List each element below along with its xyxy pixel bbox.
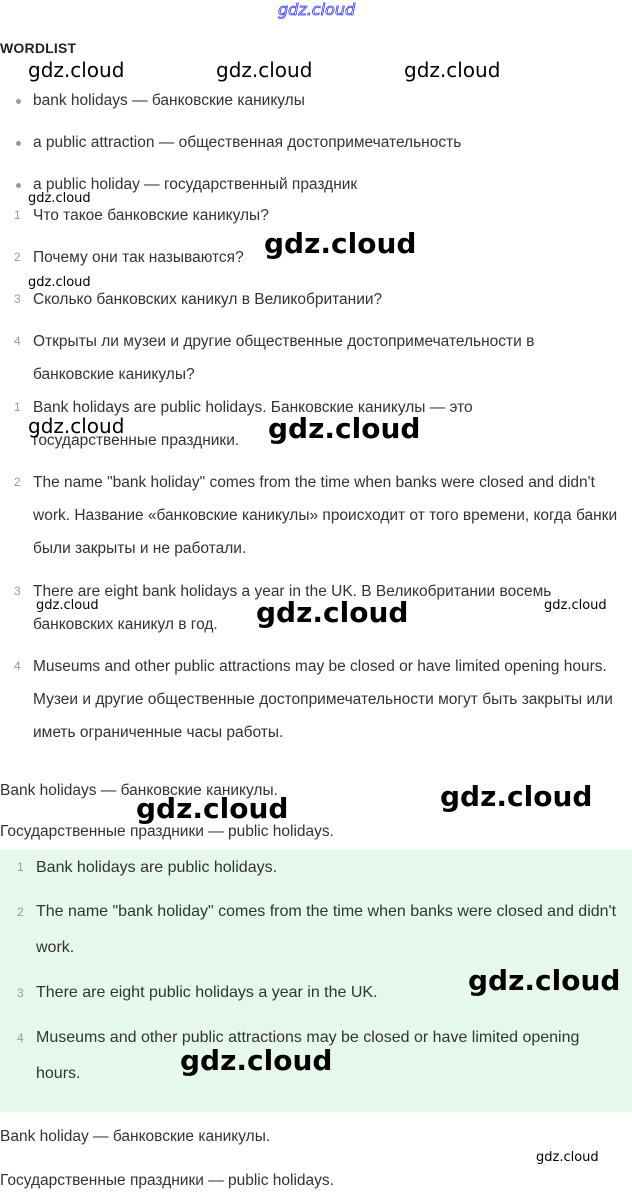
- question-text: Что такое банковские каникулы?: [33, 207, 269, 224]
- wordlist-item: a public attraction — общественная достопримечательность: [33, 134, 462, 151]
- watermark-logo: gdz.cloud: [36, 598, 99, 613]
- watermark-logo: gdz.cloud: [268, 412, 421, 445]
- wordlist-title: WORDLIST: [0, 40, 77, 56]
- note-line: Bank holiday — банковские каникулы.: [0, 1128, 271, 1145]
- question-text: Сколько банковских каникул в Великобритании?: [33, 291, 383, 308]
- wordlist-item: bank holidays — банковские каникулы: [33, 92, 305, 109]
- panel-text: There are eight public holidays a year in the UK.: [36, 984, 378, 1001]
- bullet-icon: [16, 141, 21, 146]
- answer-text: Bank holidays are public holidays. Банковские каникулы — это государственные праздники.: [33, 399, 473, 449]
- watermark-logo: gdz.cloud: [180, 1044, 333, 1077]
- question-text: Открыты ли музеи и другие общественные достопримечательности в банковские каникулы?: [33, 333, 535, 383]
- note-line: Bank holidays — банковские каникулы.: [0, 782, 278, 799]
- question-number: 2: [14, 250, 21, 264]
- answer-number: 3: [14, 584, 21, 598]
- watermark-logo: gdz.cloud: [136, 792, 289, 825]
- note-line: Государственные праздники — public holidays.: [0, 823, 334, 840]
- question-number: 4: [14, 334, 21, 348]
- question-text: Почему они так называются?: [33, 249, 244, 266]
- watermark-logo: gdz.cloud: [536, 1150, 599, 1165]
- panel-text: Bank holidays are public holidays.: [36, 859, 278, 876]
- bullet-icon: [16, 183, 21, 188]
- watermark-logo: gdz.cloud: [278, 0, 356, 19]
- answer-number: 2: [14, 475, 21, 489]
- watermark-logo: gdz.cloud: [404, 58, 501, 82]
- answer-number: 1: [14, 400, 21, 414]
- watermark-logo: gdz.cloud: [28, 275, 91, 290]
- answer-text: There are eight bank holidays a year in the UK. В Великобритании восемь банковских каникул в год.: [33, 583, 552, 633]
- panel-number: 4: [17, 1031, 24, 1045]
- watermark-logo: gdz.cloud: [28, 191, 91, 206]
- watermark-logo: gdz.cloud: [468, 964, 621, 997]
- panel-text: The name "bank holiday" comes from the time when banks were closed and didn't work.: [36, 903, 617, 956]
- answer-text: Museums and other public attractions may be closed or have limited opening hours. Музеи и другие общественные достопримечательности могут быть закрыты или иметь ограниченные часы работы.: [33, 658, 613, 741]
- watermark-logo: gdz.cloud: [28, 58, 125, 82]
- watermark-logo: gdz.cloud: [440, 780, 593, 813]
- answer-number: 4: [14, 659, 21, 673]
- answer-text: The name "bank holiday" comes from the time when banks were closed and didn't work. Название «банковские каникулы» происходит от того времени, когда банки были закрыты и не работали.: [33, 474, 618, 557]
- wordlist-item: a public holiday — государственный праздник: [33, 176, 358, 193]
- watermark-logo: gdz.cloud: [216, 58, 313, 82]
- question-number: 1: [14, 208, 21, 222]
- watermark-logo: gdz.cloud: [544, 598, 607, 613]
- note-line: Государственные праздники — public holidays.: [0, 1172, 334, 1189]
- panel-number: 1: [17, 860, 24, 874]
- watermark-logo: gdz.cloud: [256, 596, 409, 629]
- question-number: 3: [14, 292, 21, 306]
- panel-text: Museums and other public attractions may be closed or have limited opening hours.: [36, 1029, 580, 1082]
- watermark-logo: gdz.cloud: [264, 227, 417, 260]
- panel-number: 2: [17, 905, 24, 919]
- bullet-icon: [16, 99, 21, 104]
- panel-number: 3: [17, 986, 24, 1000]
- watermark-logo: gdz.cloud: [28, 414, 125, 438]
